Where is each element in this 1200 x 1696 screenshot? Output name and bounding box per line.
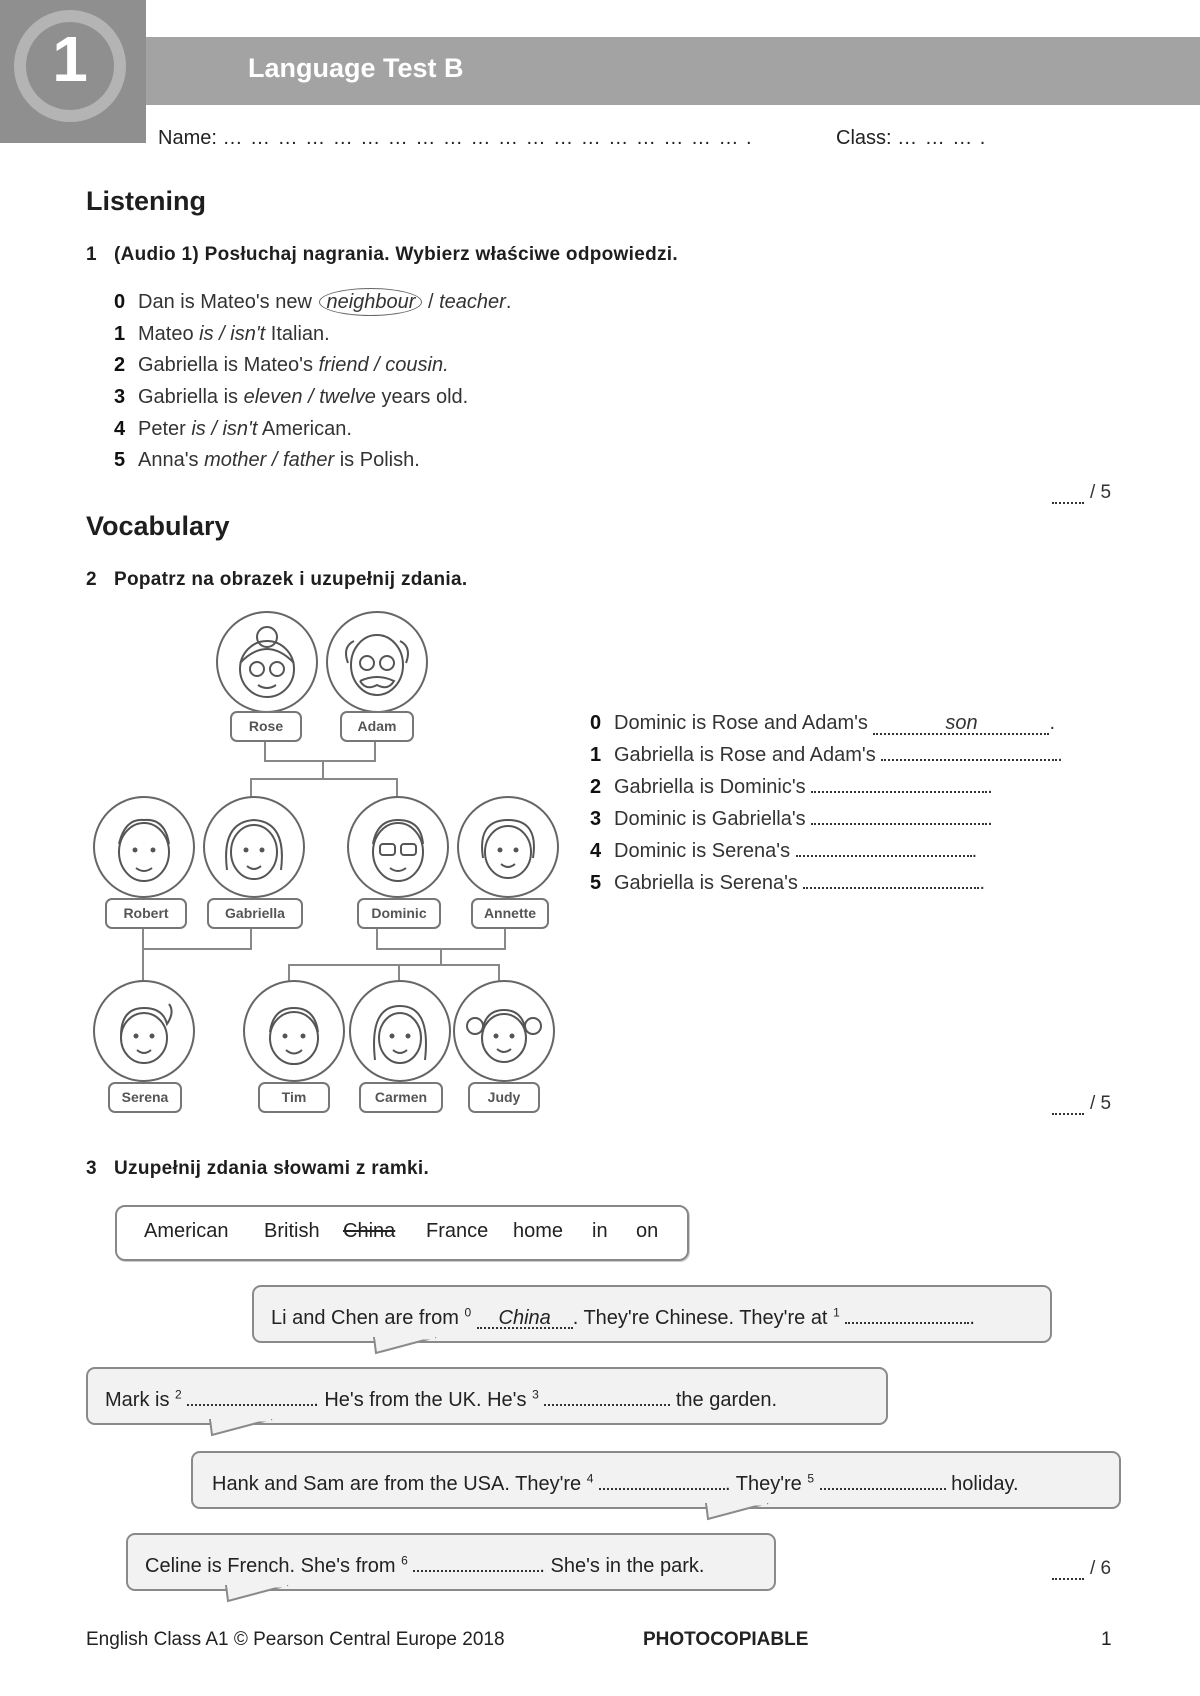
class-field[interactable] [836,127,986,150]
name-field[interactable] [158,127,753,150]
speech-bubble: Celine is French. She's from $^6$ . She's in the park. [126,1533,776,1591]
girl-face-icon [351,982,449,1080]
answer-blank[interactable]: son [873,713,1049,735]
woman-face-icon [205,798,303,896]
list-item: 2 Gabriella is Dominic's . [590,771,1063,803]
score-task3: / 6 [1052,1558,1111,1580]
boy-face-icon [245,982,343,1080]
unit-number: 1 [52,23,88,95]
class-label: Class: [836,127,892,149]
answer-blank[interactable] [599,1468,725,1490]
annette-avatar [457,796,559,898]
task-number: 3 [86,1158,97,1179]
task-1-instruction [86,244,678,266]
task-3-instruction [86,1158,429,1180]
list-item: 4 Dominic is Serena's . [590,835,1063,867]
answer-blank[interactable] [811,803,987,825]
task-number: 2 [86,569,97,590]
word-option: American [144,1220,229,1242]
choice-option[interactable]: cousin. [385,354,449,377]
class-dots: … … … . [897,127,987,149]
tim-avatar [243,980,345,1082]
list-item: 4 Peter is / isn't American. [114,417,352,440]
choice-option[interactable]: isn't [230,322,266,345]
name-tag: Judy [468,1082,540,1113]
man-face-icon [95,798,193,896]
robert-avatar [93,796,195,898]
list-item: 5 Gabriella is Serena's . [590,867,1063,899]
dominic-avatar [347,796,449,898]
name-tag: Carmen [359,1082,443,1113]
word-option: in [592,1220,608,1242]
vocabulary-heading: Vocabulary [86,511,230,541]
word-option: France [426,1220,489,1242]
choice-option[interactable]: father [283,449,335,472]
answer-blank[interactable] [187,1384,313,1406]
name-dots: … … … … … … … … … … … … … … … … … … … . [222,127,753,149]
word-option: home [513,1220,564,1242]
word-option: on [636,1220,659,1242]
bubble-tail-icon [222,1585,292,1603]
list-item: 1 Mateo is / isn't Italian. [114,322,330,345]
word-option-used: China [343,1220,396,1242]
name-tag: Robert [105,898,187,929]
judy-avatar [453,980,555,1082]
man-glasses-face-icon [349,798,447,896]
task-text: Uzupełnij zdania słowami z ramki. [114,1158,430,1179]
footer-photocopiable: PHOTOCOPIABLE [643,1629,809,1650]
task-text: (Audio 1) Posłuchaj nagrania. Wybierz właściwe odpowiedzi. [114,244,678,265]
name-tag: Annette [471,898,549,929]
list-item: 0 Dan is Mateo's new neighbour / teacher. [114,287,511,319]
list-item: 5 Anna's mother / father is Polish. [114,449,420,472]
list-item: 2 Gabriella is Mateo's friend / cousin. [114,354,449,377]
listening-heading: Listening [86,186,206,216]
answer-blank[interactable]: China [477,1307,573,1329]
answer-blank[interactable] [544,1384,670,1406]
answer-blank[interactable] [881,739,1057,761]
speech-bubble: Li and Chen are from $^0$ China . They're Chinese. They're at $^1$ . [252,1285,1052,1343]
choice-option[interactable]: isn't [222,417,258,440]
answer-blank[interactable] [413,1550,539,1572]
bubble-tail-icon [702,1503,772,1521]
task-text: Popatrz na obrazek i uzupełnij zdania. [114,569,468,590]
speech-bubble: Hank and Sam are from the USA. They're $^4$ . They're $^5$ holiday. [191,1451,1121,1509]
listening-items [114,287,511,477]
adam-avatar [326,611,428,713]
girl-pigtails-face-icon [455,982,553,1080]
gabriella-avatar [203,796,305,898]
score-listening: / 5 [1052,482,1111,504]
task-2-instruction [86,569,467,591]
name-label: Name: [158,127,217,149]
name-tag: Tim [258,1082,330,1113]
carmen-avatar [349,980,451,1082]
choice-option[interactable]: teacher [439,291,506,313]
serena-avatar [93,980,195,1082]
score-blank[interactable] [1052,1562,1084,1580]
word-box [115,1205,689,1261]
choice-option[interactable]: neighbour [319,288,422,316]
list-item: 3 Gabriella is eleven / twelve years old. [114,386,469,409]
name-tag: Gabriella [207,898,303,929]
choice-option[interactable]: is [199,322,214,345]
answer-blank[interactable] [796,835,972,857]
page-number: 1 [1101,1629,1112,1650]
answer-blank[interactable] [820,1468,946,1490]
name-tag: Rose [230,711,302,742]
name-tag: Serena [108,1082,182,1113]
word-option: British [264,1220,320,1242]
answer-blank[interactable] [845,1302,969,1324]
woman-face-icon [459,798,557,896]
list-item: 0 Dominic is Rose and Adam's son . [590,712,1056,734]
score-blank[interactable] [1052,486,1084,504]
bubble-tail-icon [206,1419,276,1437]
speech-bubble: Mark is $^2$ . He's from the UK. He's $^3$ the garden. [86,1367,888,1425]
grandmother-face-icon [218,613,316,711]
vocabulary-sentences [590,707,1063,899]
grandfather-face-icon [328,613,426,711]
girl-face-icon [95,982,193,1080]
answer-blank[interactable] [811,771,987,793]
name-tag: Adam [340,711,414,742]
rose-avatar [216,611,318,713]
list-item: 3 Dominic is Gabriella's . [590,803,1063,835]
score-vocabulary: / 5 [1052,1093,1111,1115]
choice-option[interactable]: friend [318,354,369,377]
task-number: 1 [86,244,97,265]
page-title: Language Test B [248,53,464,83]
choice-option[interactable]: is [191,417,206,440]
choice-option[interactable]: twelve [319,386,376,409]
choice-option[interactable]: mother [204,449,267,472]
answer-blank[interactable] [803,867,979,889]
name-tag: Dominic [357,898,441,929]
score-blank[interactable] [1052,1097,1084,1115]
list-item: 1 Gabriella is Rose and Adam's . [590,739,1063,771]
footer-copyright: English Class A1 © Pearson Central Europe 2018 [86,1629,505,1650]
choice-option[interactable]: eleven [243,386,303,409]
bubble-tail-icon [370,1337,440,1355]
